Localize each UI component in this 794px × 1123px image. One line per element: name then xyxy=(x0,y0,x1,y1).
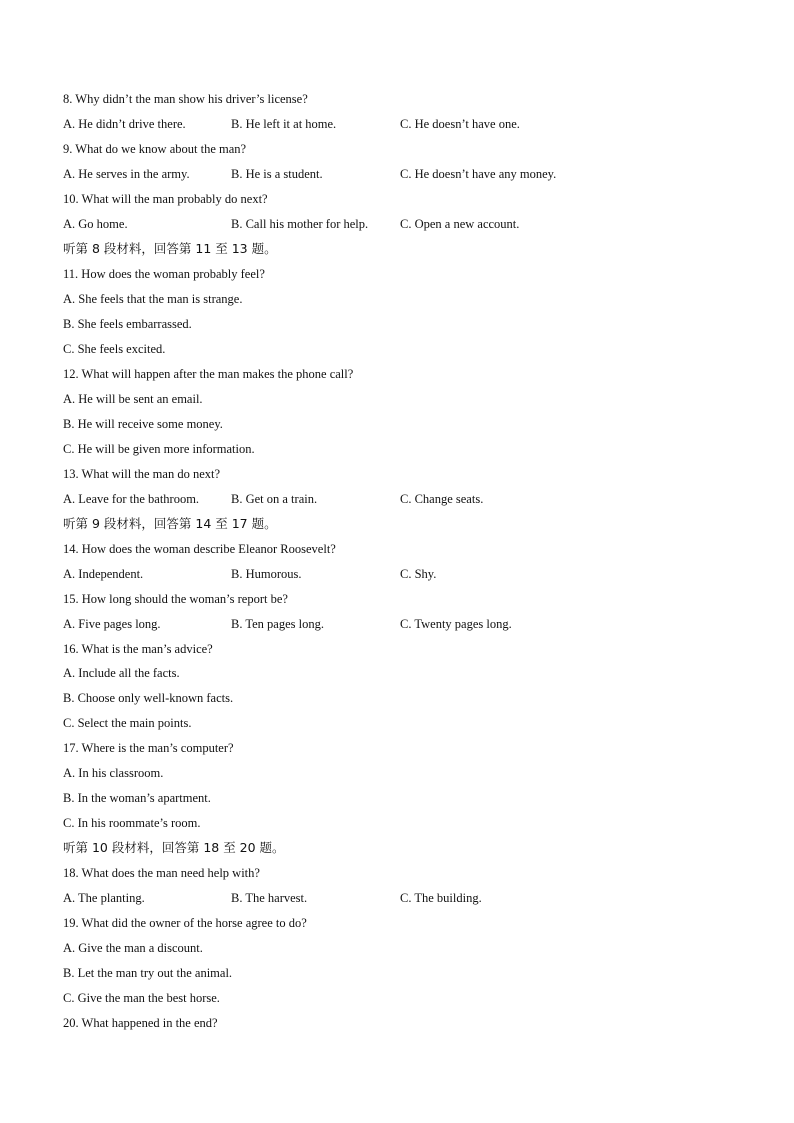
option-c: C. Open a new account. xyxy=(400,217,520,231)
question-9: 9. What do we know about the man? xyxy=(63,142,247,156)
question-15: 15. How long should the woman’s report be? xyxy=(63,592,288,606)
section-heading-10: 听第 10 段材料，回答第 18 至 20 题。 xyxy=(63,840,285,855)
section-heading-8: 听第 8 段材料，回答第 11 至 13 题。 xyxy=(63,241,277,256)
question-20: 20. What happened in the end? xyxy=(63,1016,218,1030)
question-13: 13. What will the man do next? xyxy=(63,467,221,481)
question-11: 11. How does the woman probably feel? xyxy=(63,267,265,281)
option-b: B. Call his mother for help. xyxy=(231,217,369,231)
option-b: B. She feels embarrassed. xyxy=(63,317,192,331)
option-b: B. He left it at home. xyxy=(231,117,337,131)
option-c: C. He doesn’t have any money. xyxy=(400,167,557,181)
option-a: A. She feels that the man is strange. xyxy=(63,292,243,306)
option-a: A. Give the man a discount. xyxy=(63,941,203,955)
option-b: B. He will receive some money. xyxy=(63,417,223,431)
option-c: C. Twenty pages long. xyxy=(400,617,512,631)
option-c: C. Change seats. xyxy=(400,492,484,506)
question-17: 17. Where is the man’s computer? xyxy=(63,741,234,755)
option-b: B. Get on a train. xyxy=(231,492,318,506)
option-c: C. Select the main points. xyxy=(63,716,192,730)
question-8: 8. Why didn’t the man show his driver’s license? xyxy=(63,92,308,106)
option-b: B. He is a student. xyxy=(231,167,323,181)
option-b: B. The harvest. xyxy=(231,891,308,905)
option-c: C. He will be given more information. xyxy=(63,442,255,456)
question-19: 19. What did the owner of the horse agree to do? xyxy=(63,916,307,930)
option-c: C. The building. xyxy=(400,891,482,905)
question-12: 12. What will happen after the man makes the phone call? xyxy=(63,367,354,381)
section-heading-9: 听第 9 段材料，回答第 14 至 17 题。 xyxy=(63,516,277,531)
option-b: B. In the woman’s apartment. xyxy=(63,791,211,805)
option-c: C. Shy. xyxy=(400,567,437,581)
option-a: A. Leave for the bathroom. xyxy=(63,492,200,506)
option-a: A. He didn’t drive there. xyxy=(63,117,186,131)
question-16: 16. What is the man’s advice? xyxy=(63,642,213,656)
option-a: A. Five pages long. xyxy=(63,617,161,631)
option-b: B. Choose only well-known facts. xyxy=(63,691,234,705)
option-c: C. In his roommate’s room. xyxy=(63,816,201,830)
option-b: B. Let the man try out the animal. xyxy=(63,966,233,980)
option-a: A. He will be sent an email. xyxy=(63,392,203,406)
option-a: A. Go home. xyxy=(63,217,128,231)
option-a: A. He serves in the army. xyxy=(63,167,190,181)
option-c: C. Give the man the best horse. xyxy=(63,991,220,1005)
option-a: A. Include all the facts. xyxy=(63,666,180,680)
question-18: 18. What does the man need help with? xyxy=(63,866,260,880)
option-c: C. She feels excited. xyxy=(63,342,166,356)
option-a: A. The planting. xyxy=(63,891,145,905)
option-b: B. Ten pages long. xyxy=(231,617,324,631)
option-c: C. He doesn’t have one. xyxy=(400,117,520,131)
option-b: B. Humorous. xyxy=(231,567,302,581)
question-10: 10. What will the man probably do next? xyxy=(63,192,268,206)
option-a: A. In his classroom. xyxy=(63,766,164,780)
question-14: 14. How does the woman describe Eleanor Roosevelt? xyxy=(63,542,336,556)
option-a: A. Independent. xyxy=(63,567,144,581)
